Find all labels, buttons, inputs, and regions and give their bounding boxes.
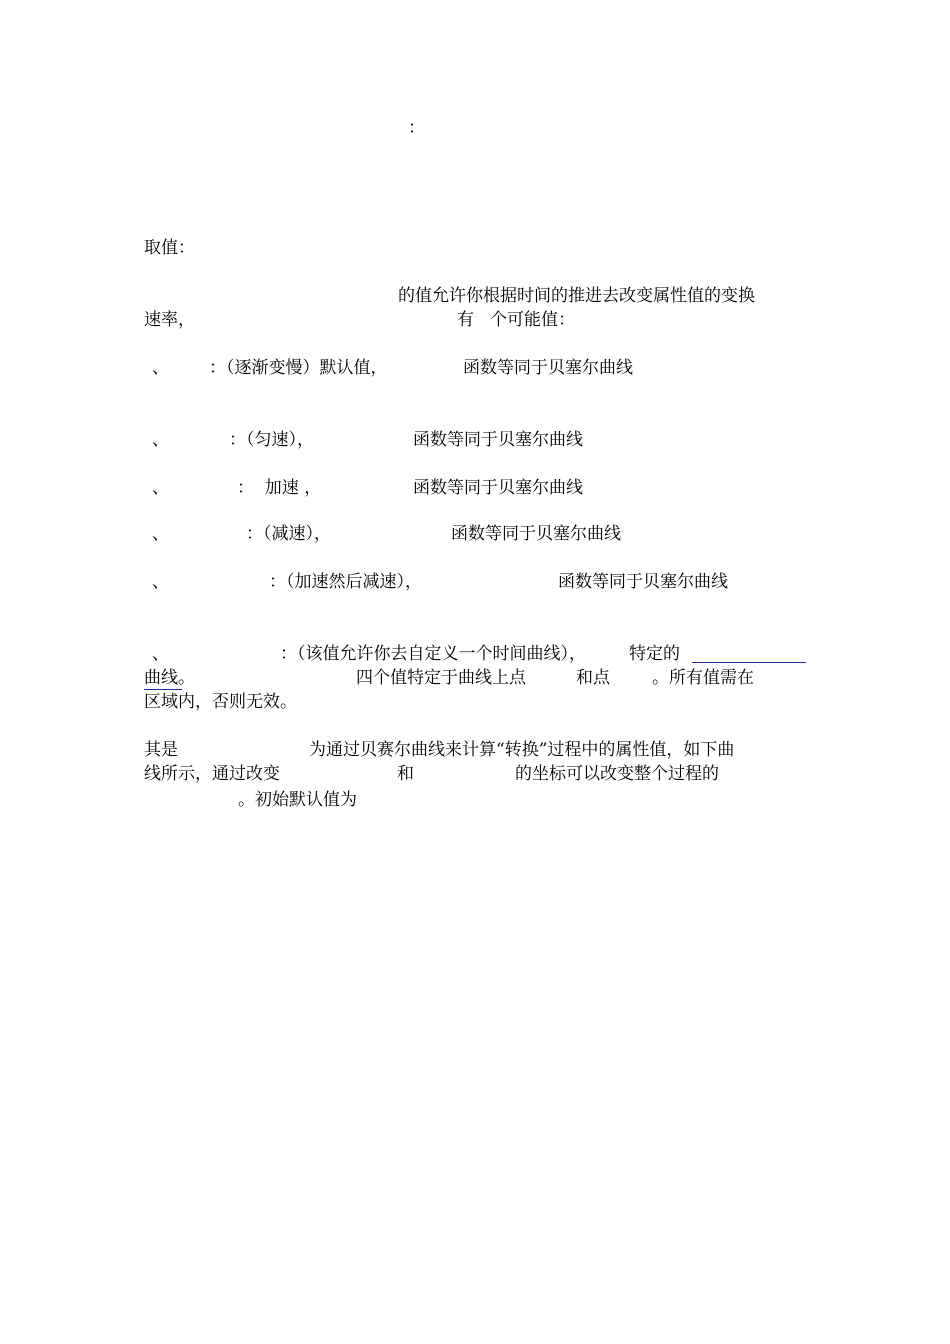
list-item-desc: ：（减速）， bbox=[246, 524, 331, 544]
range-text: 区域内，否则无效。 bbox=[144, 692, 297, 712]
list-item-func: 函数等同于贝塞尔曲线 bbox=[451, 524, 621, 544]
list-item-desc: ： 加速 ， bbox=[237, 478, 322, 498]
hyperlink-underline[interactable] bbox=[692, 662, 806, 663]
list-item-func: 函数等同于贝塞尔曲线 bbox=[463, 358, 633, 378]
list-item-desc: ：（逐渐变慢）默认值， bbox=[209, 358, 388, 378]
section-heading: 取值： bbox=[144, 238, 195, 258]
header-colon: ： bbox=[408, 118, 425, 138]
bezier-line2-end: 的坐标可以改变整个过程的 bbox=[515, 764, 719, 784]
curve-text: 曲线。 bbox=[144, 668, 195, 688]
intro-line2-end: 个可能值： bbox=[490, 310, 575, 330]
list-item-func: 函数等同于贝塞尔曲线 bbox=[413, 478, 583, 498]
bezier-line2-and: 和 bbox=[397, 764, 414, 784]
and-point-text: 和点 bbox=[576, 668, 610, 688]
list-bullet: 、 bbox=[152, 524, 169, 544]
list-item-func: 函数等同于贝塞尔曲线 bbox=[558, 572, 728, 592]
intro-line1: 的值允许你根据时间的推进去改变属性值的变换 bbox=[398, 286, 755, 306]
list-bullet: 、 bbox=[152, 358, 169, 378]
specific-text: 特定的 bbox=[629, 644, 680, 664]
list-item-desc: ：（加速然后减速）， bbox=[269, 572, 422, 592]
bezier-line3: 。初始默认值为 bbox=[238, 790, 357, 810]
intro-line2-you: 有 bbox=[457, 310, 474, 330]
list-item-func: 函数等同于贝塞尔曲线 bbox=[413, 430, 583, 450]
intro-line2-start: 速率， bbox=[144, 310, 195, 330]
four-values-text: 四个值特定于曲线上点 bbox=[356, 668, 526, 688]
list-bullet: 、 bbox=[152, 644, 169, 664]
list-item-desc: ：（匀速）， bbox=[229, 430, 314, 450]
list-bullet: 、 bbox=[152, 430, 169, 450]
bezier-line2-start: 线所示，通过改变 bbox=[144, 764, 280, 784]
bezier-line1-start: 其是 bbox=[144, 740, 178, 760]
list-item-desc: ：（该值允许你去自定义一个时间曲线）， bbox=[280, 644, 586, 664]
bezier-line1-mid: 为通过贝赛尔曲线来计算“转换”过程中的属性值，如下曲 bbox=[309, 740, 735, 760]
list-bullet: 、 bbox=[152, 572, 169, 592]
list-bullet: 、 bbox=[152, 478, 169, 498]
all-values-text: 。所有值需在 bbox=[652, 668, 754, 688]
